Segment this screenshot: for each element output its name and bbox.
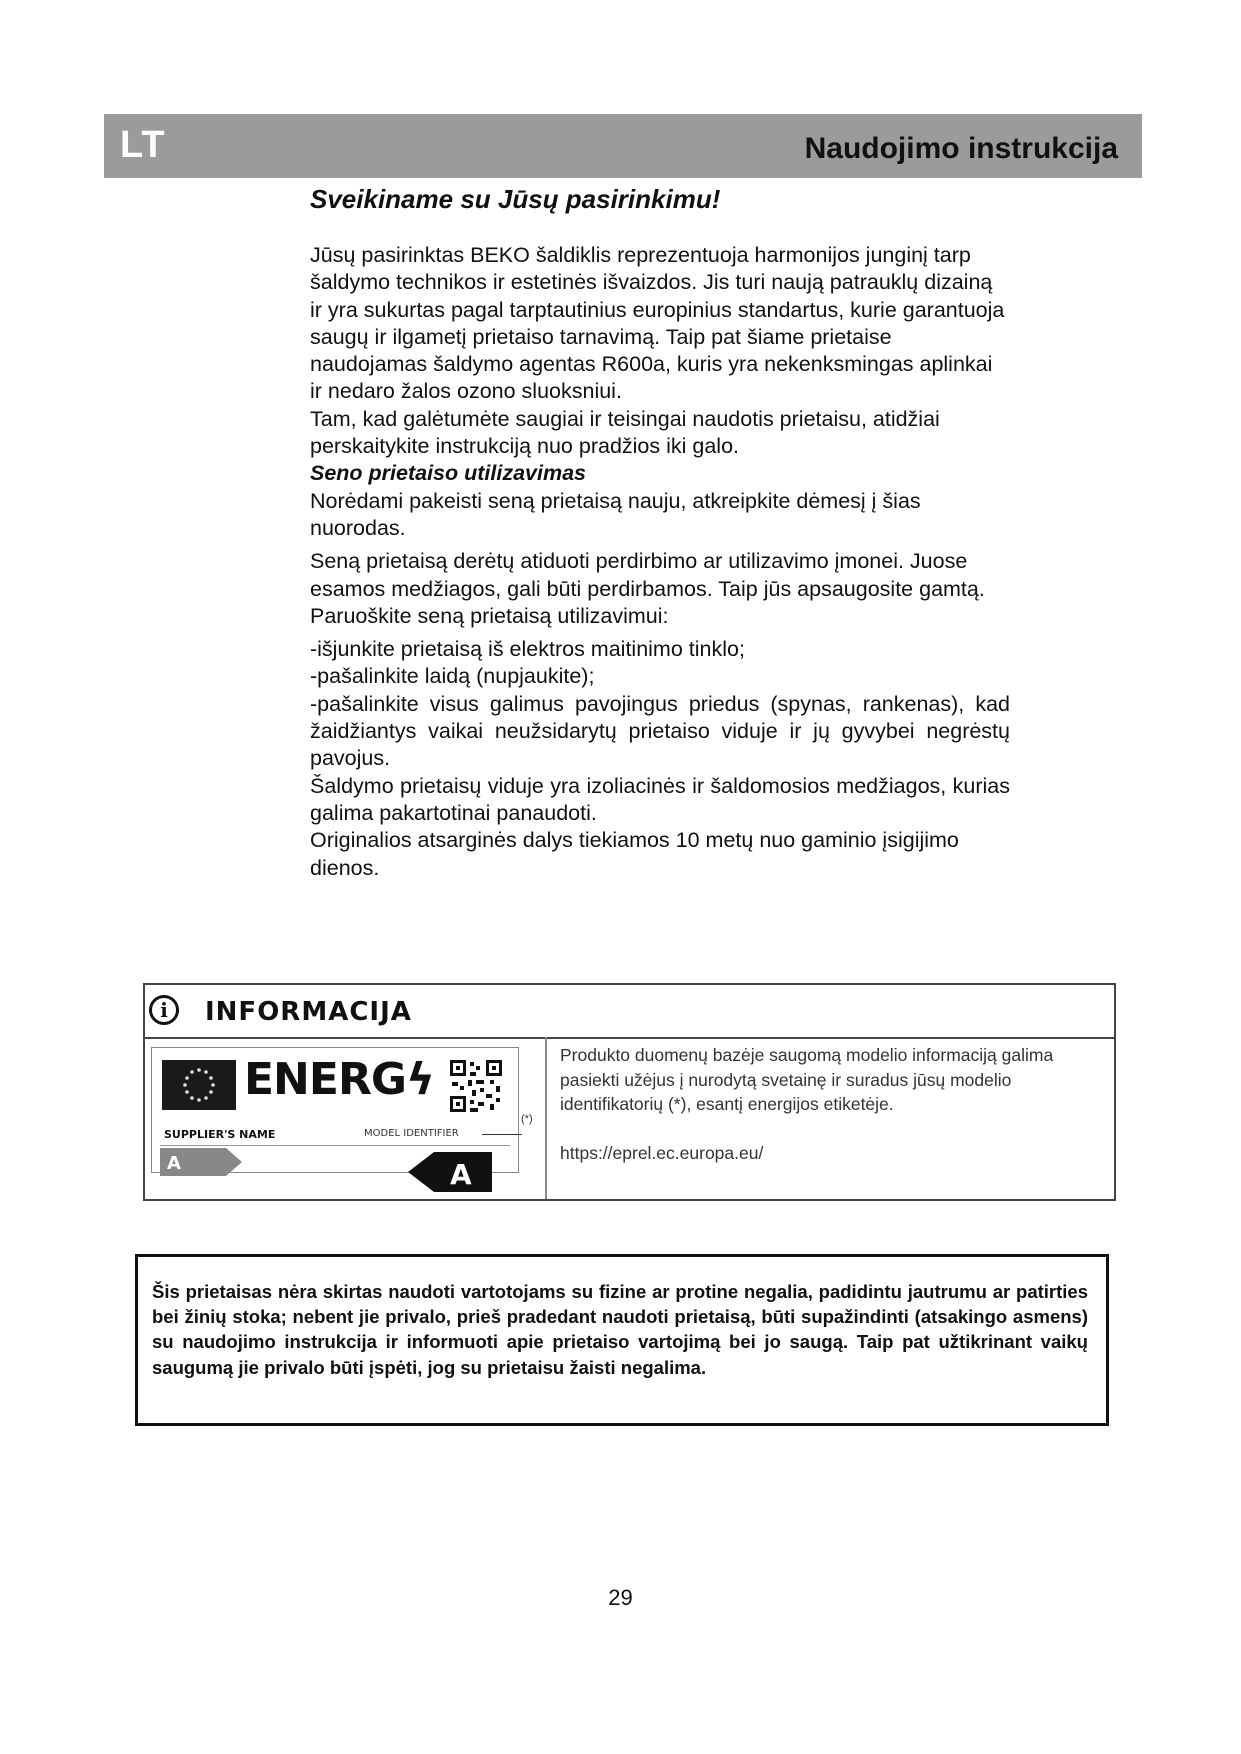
model-arrow xyxy=(482,1134,522,1135)
energy-label-illustration xyxy=(151,1047,519,1191)
model-note-marker: (*) xyxy=(521,1113,533,1125)
qr-code-icon xyxy=(450,1060,502,1112)
energy-class-scale-arrow xyxy=(160,1148,242,1176)
header-bar xyxy=(104,114,1142,178)
eu-flag-icon xyxy=(162,1060,236,1110)
info-icon: i xyxy=(149,995,179,1025)
information-title: INFORMACIJA xyxy=(205,997,412,1027)
information-header xyxy=(145,985,1114,1039)
information-text xyxy=(560,1043,1090,1165)
energy-class-indicator-letter: A xyxy=(450,1158,472,1191)
step-cut-cable: -pašalinkite laidą (nupjaukite); xyxy=(310,664,595,689)
supplier-name-label: SUPPLIER'S NAME xyxy=(164,1128,276,1141)
greeting-heading: Sveikiname su Jūsų pasirinkimu! xyxy=(310,184,721,214)
body-text xyxy=(310,242,1010,882)
insulation-paragraph: Šaldymo prietaisų viduje yra izoliacinės ir šaldomosios medžiagos, kurias galima pakartotinai panaudoti. xyxy=(310,773,1010,825)
warning-box xyxy=(135,1254,1109,1426)
intro-paragraph: Jūsų pasirinktas BEKO šaldiklis reprezentuoja harmonijos junginį tarp šaldymo technikos ir estetinės išvaizdos. Jis turi naują patrauklų dizainą ir yra sukurtas pagal tarptautinius europinius standartus, kurie garantuoja saugų ir ilgametį prietaiso tarnavimą. Taip pat šiame prietaise naudojamas šaldymo agentas R600a, kuris yra nekenksmingas aplinkai ir nedaro žalos ozono sluoksniui. xyxy=(310,243,1005,404)
step-remove-locks: -pašalinkite visus galimus pavojingus priedus (spynas, rankenas), kad žaidžiantys vaikai neužsidarytų prietaiso viduje ir jų gyvybei negrėstų pavojus. xyxy=(310,691,1010,771)
language-code: LT xyxy=(120,124,166,166)
read-instructions-paragraph: Tam, kad galėtumėte saugiai ir teisingai naudotis prietaisu, atidžiai perskaitykite instrukciją nuo pradžios iki galo. xyxy=(310,406,940,459)
spare-parts-paragraph: Originalios atsarginės dalys tiekiamos 10 metų nuo gaminio įsigijimo dienos. xyxy=(310,828,959,880)
disposal-heading: Seno prietaiso utilizavimas xyxy=(310,461,587,486)
information-box xyxy=(143,983,1116,1201)
document-title: Naudojimo instrukcija xyxy=(804,132,1118,165)
disposal-company-paragraph: Seną prietaisą derėtų atiduoti perdirbimo ar utilizavimo įmonei. Juose esamos medžiagos, gali būti perdirbamos. Taip jūs apsaugosite gamtą. xyxy=(310,549,985,601)
energy-class-scale-letter: A xyxy=(167,1153,181,1174)
warning-text: Šis prietaisas nėra skirtas naudoti vartotojams su fizine ar protine negalia, padidintu jautrumu ar patirties bei žinių stoka; nebent jie privalo, prieš pradedant naudoti prietaisą, būti supažindinti (atsakingo asmens) su naudojimo instrukcija ir informuoti apie prietaiso vartojimą bei jo saugą. Taip pat užtikrinant vaikų saugumą jie privalo būti įspėti, jog su prietaisu žaisti negalima. xyxy=(152,1281,1088,1378)
step-unplug: -išjunkite prietaisą iš elektros maitinimo tinklo; xyxy=(310,637,745,662)
eprel-link[interactable]: https://eprel.ec.europa.eu/ xyxy=(560,1142,764,1163)
information-description: Produkto duomenų bazėje saugomą modelio informaciją galima pasiekti užėjus į nurodytą svetainę ir suradus jūsų modelio identifikatorių (*), esantį energijos etiketėje. xyxy=(560,1045,1054,1114)
disposal-intro-paragraph: Norėdami pakeisti seną prietaisą nauju, atkreipkite dėmesį į šias nuorodas. xyxy=(310,488,921,540)
energy-class-indicator-arrow xyxy=(408,1152,492,1192)
label-divider xyxy=(160,1145,510,1146)
info-divider xyxy=(545,1037,547,1199)
energy-logo-text: ENERGϟ xyxy=(244,1054,434,1105)
page-number: 29 xyxy=(608,1585,633,1610)
model-identifier-label: MODEL IDENTIFIER xyxy=(364,1128,459,1139)
prepare-paragraph: Paruoškite seną prietaisą utilizavimui: xyxy=(310,603,669,628)
